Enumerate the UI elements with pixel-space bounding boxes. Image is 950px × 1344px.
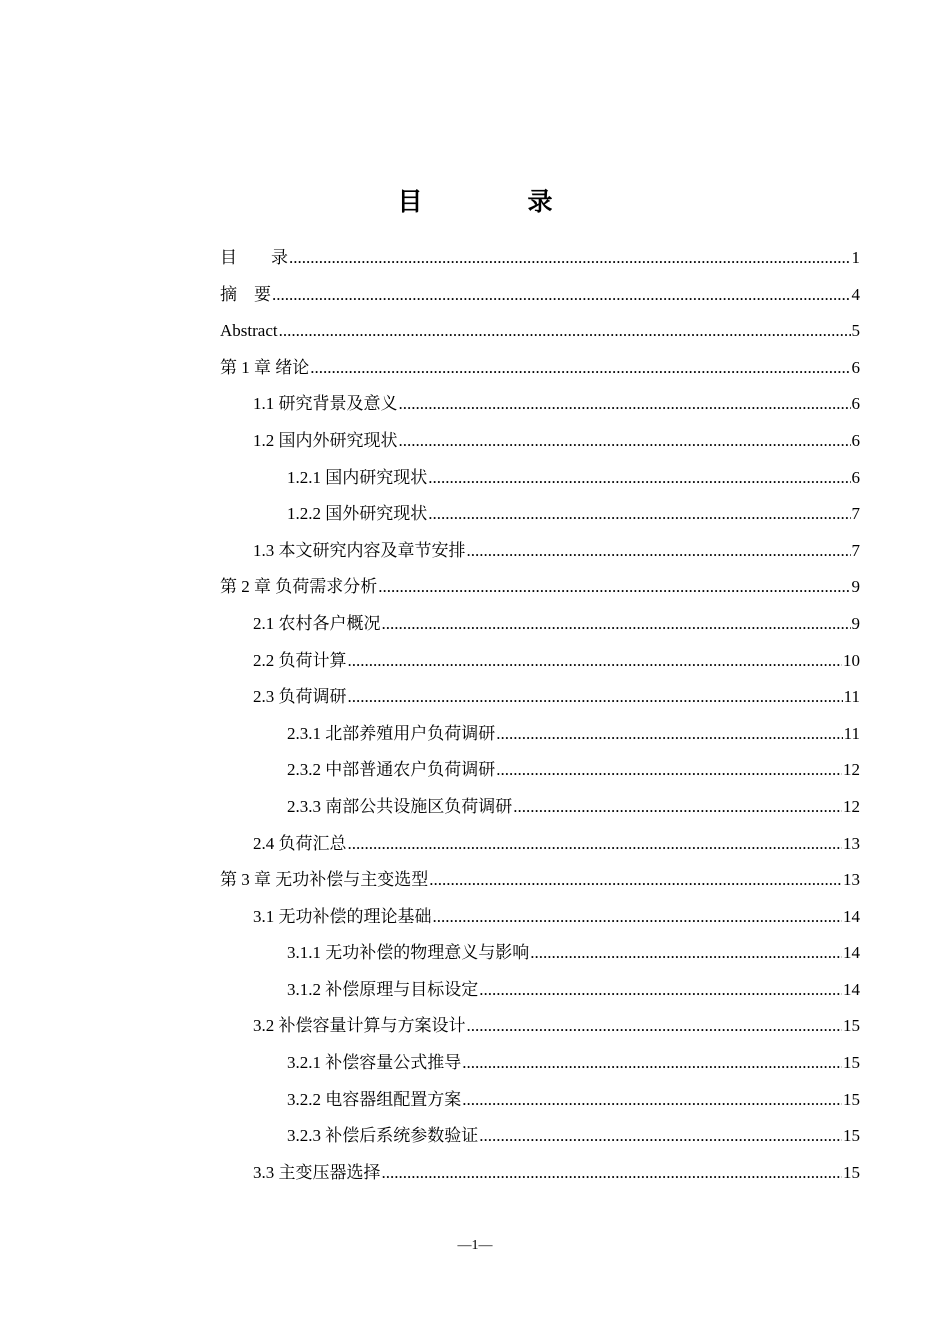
toc-entry[interactable] — [220, 1008, 860, 1045]
toc-entry[interactable] — [220, 350, 860, 387]
toc-entry-page-number: 5 — [851, 321, 860, 341]
toc-entry[interactable] — [220, 606, 860, 643]
toc-entry[interactable] — [220, 679, 860, 716]
toc-entry-page-number: 11 — [843, 687, 860, 707]
toc-dot-leader — [279, 313, 851, 350]
toc-entry-title: 第 3 章 无功补偿与主变选型 — [220, 870, 429, 890]
toc-entry[interactable] — [220, 533, 860, 570]
toc-entry-page-number: 15 — [843, 1089, 860, 1109]
toc-dot-leader — [467, 533, 851, 570]
toc-entry-page-number: 4 — [851, 284, 860, 304]
toc-entry-page-number: 14 — [843, 906, 860, 926]
toc-entry-title: 2.4 负荷汇总 — [253, 833, 347, 853]
toc-entry[interactable] — [220, 972, 860, 1009]
toc-entry-title: 3.3 主变压器选择 — [253, 1162, 381, 1182]
toc-entry-page-number: 6 — [851, 394, 860, 414]
toc-dot-leader — [348, 826, 843, 863]
footer-page-number: —1— — [457, 1238, 493, 1253]
toc-dot-leader — [513, 789, 842, 826]
toc-entry-page-number: 9 — [851, 577, 860, 597]
toc-entry-title: 1.2.2 国外研究现状 — [287, 504, 428, 524]
toc-dot-leader — [399, 423, 851, 460]
toc-dot-leader — [272, 277, 851, 314]
toc-entry[interactable] — [220, 643, 860, 680]
toc-entry[interactable] — [220, 716, 860, 753]
toc-dot-leader — [479, 972, 842, 1009]
toc-entry-page-number: 6 — [851, 357, 860, 377]
toc-entry[interactable] — [220, 1045, 860, 1082]
toc-entry-title: 摘 要 — [220, 284, 271, 304]
toc-dot-leader — [530, 935, 842, 972]
toc-entry[interactable] — [220, 862, 860, 899]
toc-dot-leader — [429, 862, 842, 899]
toc-entry[interactable] — [220, 460, 860, 497]
toc-dot-leader — [462, 1045, 842, 1082]
toc-entry-title: 2.1 农村各户概况 — [253, 613, 381, 633]
toc-dot-leader — [399, 386, 851, 423]
toc-entry-title: 3.2 补偿容量计算与方案设计 — [253, 1016, 466, 1036]
toc-entry-title: 目 录 — [220, 248, 288, 267]
toc-entry-title: 3.2.3 补偿后系统参数验证 — [287, 1126, 479, 1146]
toc-entry-page-number: 15 — [843, 1162, 860, 1182]
toc-entry-title: 3.1.2 补偿原理与目标设定 — [287, 979, 479, 999]
toc-entry-page-number: 15 — [843, 1126, 860, 1146]
toc-entry-page-number: 14 — [843, 979, 860, 999]
toc-entry[interactable] — [220, 313, 860, 350]
toc-entry-page-number: 7 — [851, 540, 860, 560]
toc-dot-leader — [428, 496, 850, 533]
toc-entry[interactable] — [220, 423, 860, 460]
toc-entry-page-number: 15 — [843, 1053, 860, 1073]
toc-entry-title: 3.2.2 电容器组配置方案 — [287, 1089, 462, 1109]
toc-entry[interactable] — [220, 240, 860, 277]
toc-entry-page-number: 10 — [843, 650, 860, 670]
toc-dot-leader — [348, 679, 843, 716]
toc-entry[interactable] — [220, 386, 860, 423]
toc-entry-title: 1.2.1 国内研究现状 — [287, 467, 428, 487]
toc-entry-page-number: 15 — [843, 1016, 860, 1036]
toc-entry-page-number: 12 — [843, 760, 860, 780]
toc-entry-title: 2.2 负荷计算 — [253, 650, 347, 670]
toc-entry-title: 1.2 国内外研究现状 — [253, 430, 398, 450]
toc-entry-page-number: 13 — [843, 870, 860, 890]
toc-entry-page-number: 14 — [843, 943, 860, 963]
toc-entry-title: 2.3.1 北部养殖用户负荷调研 — [287, 723, 496, 743]
toc-entry[interactable] — [220, 752, 860, 789]
toc-entry-page-number: 6 — [851, 467, 860, 487]
toc-dot-leader — [479, 1118, 842, 1155]
toc-dot-leader — [289, 240, 851, 277]
toc-dot-leader — [428, 460, 850, 497]
toc-dot-leader — [382, 606, 851, 643]
toc-entry-page-number: 13 — [843, 833, 860, 853]
toc-dot-leader — [382, 1155, 843, 1192]
toc-entry[interactable] — [220, 569, 860, 606]
table-of-contents — [220, 240, 860, 1191]
toc-title: 目 录 — [397, 187, 593, 216]
toc-entry-title: 1.1 研究背景及意义 — [253, 394, 398, 414]
toc-entry[interactable] — [220, 496, 860, 533]
toc-entry-page-number: 12 — [843, 796, 860, 816]
toc-entry-title: 第 1 章 绪论 — [220, 357, 310, 377]
toc-entry[interactable] — [220, 789, 860, 826]
toc-entry-page-number: 7 — [851, 504, 860, 524]
toc-dot-leader — [467, 1008, 843, 1045]
toc-entry-page-number: 11 — [843, 723, 860, 743]
toc-entry[interactable] — [220, 277, 860, 314]
toc-entry-title: 2.3.2 中部普通农户负荷调研 — [287, 760, 496, 780]
toc-entry-title: 第 2 章 负荷需求分析 — [220, 577, 378, 597]
toc-entry[interactable] — [220, 1118, 860, 1155]
toc-dot-leader — [496, 716, 842, 753]
toc-entry-title: 2.3.3 南部公共设施区负荷调研 — [287, 796, 513, 816]
toc-entry-title: 3.2.1 补偿容量公式推导 — [287, 1053, 462, 1073]
toc-entry-title: 3.1.1 无功补偿的物理意义与影响 — [287, 943, 530, 963]
toc-entry[interactable] — [220, 899, 860, 936]
toc-entry-page-number: 6 — [851, 430, 860, 450]
toc-entry-page-number: 9 — [851, 613, 860, 633]
toc-entry[interactable] — [220, 1082, 860, 1119]
toc-entry-title: Abstract — [220, 321, 278, 341]
toc-dot-leader — [310, 350, 850, 387]
toc-dot-leader — [348, 643, 843, 680]
toc-entry-page-number: 1 — [851, 248, 860, 267]
toc-dot-leader — [462, 1082, 842, 1119]
toc-dot-leader — [378, 569, 850, 606]
toc-entry-title: 3.1 无功补偿的理论基础 — [253, 906, 432, 926]
toc-entry[interactable] — [220, 826, 860, 863]
toc-dot-leader — [496, 752, 842, 789]
toc-dot-leader — [433, 899, 843, 936]
toc-entry-title: 2.3 负荷调研 — [253, 687, 347, 707]
toc-entry-title: 1.3 本文研究内容及章节安排 — [253, 540, 466, 560]
toc-entry[interactable] — [220, 935, 860, 972]
toc-entry[interactable] — [220, 1155, 860, 1192]
